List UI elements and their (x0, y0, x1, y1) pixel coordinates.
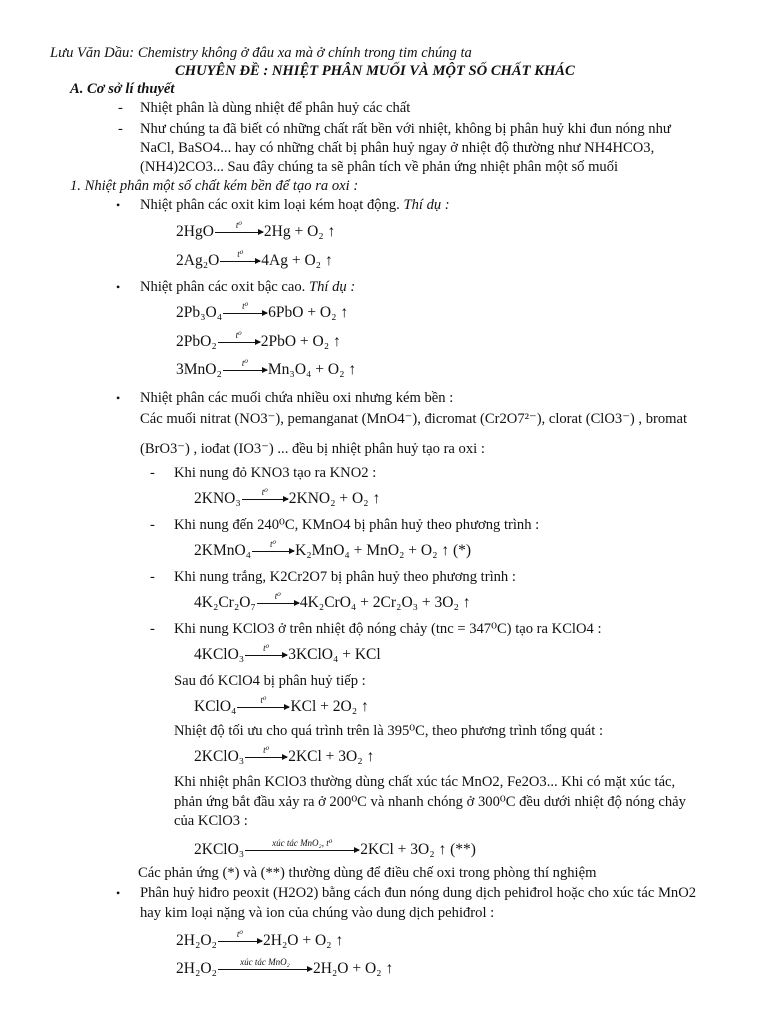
list-dash: - (150, 621, 155, 637)
equation: 2KClO₃ xúc tác MnO₂, t⁰ 2KCl + 3O₂ ↑ (**) (194, 838, 476, 858)
bullet-icon: • (116, 280, 121, 294)
equation: 2KClO₃ t⁰ 2KCl + 3O₂ ↑ (194, 745, 375, 765)
dash-item: Khi nung đến 240⁰C, KMnO4 bị phân huỷ theo phương trình : (174, 517, 540, 533)
paragraph: Nhiệt độ tối ưu cho quá trình trên là 395⁰C, theo phương trình tổng quát : (174, 723, 604, 739)
equation: 2KNO₃ t⁰ 2KNO₂ + O₂ ↑ (194, 487, 381, 507)
intro-item-cont: (NH4)2CO3... Sau đây chúng ta sẽ phân tích về phản ứng nhiệt phân một số muối (140, 159, 619, 175)
equation: 2H₂O₂ xúc tác MnO₂ 2H₂O + O₂ ↑ (176, 957, 394, 977)
section-1-heading: 1. Nhiệt phân một số chất kém bền để tạo ra oxi : (70, 178, 359, 194)
bullet-text: Phân huỷ hiđro peoxit (H2O2) bằng cách đun nóng dung dịch pehiđrol hoặc cho xúc tác MnO2 (140, 885, 697, 901)
equation: 2Pb₃O₄ t⁰ 6PbO + O₂ ↑ (176, 301, 349, 321)
bullet-text-cont: (BrO3⁻) , iođat (IO3⁻) ... đều bị nhiệt phân huỷ tạo ra oxi : (140, 441, 485, 457)
bullet-icon: • (116, 198, 121, 212)
bullet-text: Nhiệt phân các oxit kim loại kém hoạt động. Thí dụ : (140, 197, 450, 213)
paragraph: Các phản ứng (*) và (**) thường dùng để điều chế oxi trong phòng thí nghiệm (138, 865, 597, 881)
dash-item: Khi nung KClO3 ở trên nhiệt độ nóng chảy (tnc = 347⁰C) tạo ra KClO4 : (174, 621, 602, 637)
bullet-icon: • (116, 391, 121, 405)
paragraph: Khi nhiệt phân KClO3 thường dùng chất xúc tác MnO2, Fe2O3... Khi có mặt xúc tác, (174, 774, 676, 790)
equation: 3MnO₂ t⁰ Mn₃O₄ + O₂ ↑ (176, 358, 357, 378)
paragraph: phản ứng bắt đầu xảy ra ở 200⁰C và nhanh chóng ở 300⁰C đều dưới nhiệt độ nóng chảy (174, 794, 686, 810)
paragraph: của KClO3 : (174, 813, 248, 829)
intro-item: Như chúng ta đã biết có những chất rất bền với nhiệt, không bị phân huỷ khi đun nóng như (140, 121, 671, 137)
equation: 2H₂O₂ t⁰ 2H₂O + O₂ ↑ (176, 929, 344, 949)
bullet-text: Nhiệt phân các oxit bậc cao. Thí dụ : (140, 279, 356, 295)
equation: KClO₄ t⁰ KCl + 2O₂ ↑ (194, 695, 369, 715)
bullet-icon: • (116, 886, 121, 900)
equation: 4KClO₃ t⁰ 3KClO₄ + KCl (194, 643, 381, 663)
intro-item: Nhiệt phân là dùng nhiệt để phân huỷ các chất (140, 100, 411, 116)
list-dash: - (150, 517, 155, 533)
page-header: Lưu Văn Dầu: Chemistry không ở đâu xa mà ở chính trong tim chúng ta (50, 45, 472, 61)
list-dash: - (150, 569, 155, 585)
page-title: CHUYÊN ĐỀ : NHIỆT PHÂN MUỐI VÀ MỘT SỐ CHẤT KHÁC (175, 63, 575, 79)
section-a-heading: A. Cơ sở lí thuyết (70, 81, 175, 97)
equation: 4K₂Cr₂O₇ t⁰ 4K₂CrO₄ + 2Cr₂O₃ + 3O₂ ↑ (194, 591, 471, 611)
intro-item-cont: NaCl, BaSO4... hay có những chất bị phân huỷ ngay ở nhiệt độ thường như NH4HCO3, (140, 140, 655, 156)
equation: 2PbO₂ t⁰ 2PbO + O₂ ↑ (176, 330, 341, 350)
dash-item: Khi nung trắng, K2Cr2O7 bị phân huỷ theo phương trình : (174, 569, 516, 585)
bullet-text-cont: hay kim loại nặng và ion của chúng vào dung dịch pehiđrol : (140, 905, 495, 921)
equation: 2KMnO₄ t⁰ K₂MnO₄ + MnO₂ + O₂ ↑ (*) (194, 539, 472, 559)
equation: 2HgO t⁰ 2Hg + O₂ ↑ (176, 220, 336, 240)
bullet-text-cont: Các muối nitrat (NO3⁻), pemanganat (MnO4⁻), đicromat (Cr2O7²⁻), clorat (ClO3⁻) , bromat (140, 411, 688, 427)
equation: 2Ag₂O t⁰ 4Ag + O₂ ↑ (176, 249, 333, 269)
list-dash: - (118, 100, 123, 116)
list-dash: - (118, 121, 123, 137)
bullet-text: Nhiệt phân các muối chứa nhiều oxi nhưng kém bền : (140, 390, 454, 406)
list-dash: - (150, 465, 155, 481)
dash-item: Khi nung đỏ KNO3 tạo ra KNO2 : (174, 465, 377, 481)
paragraph: Sau đó KClO4 bị phân huỷ tiếp : (174, 673, 366, 689)
